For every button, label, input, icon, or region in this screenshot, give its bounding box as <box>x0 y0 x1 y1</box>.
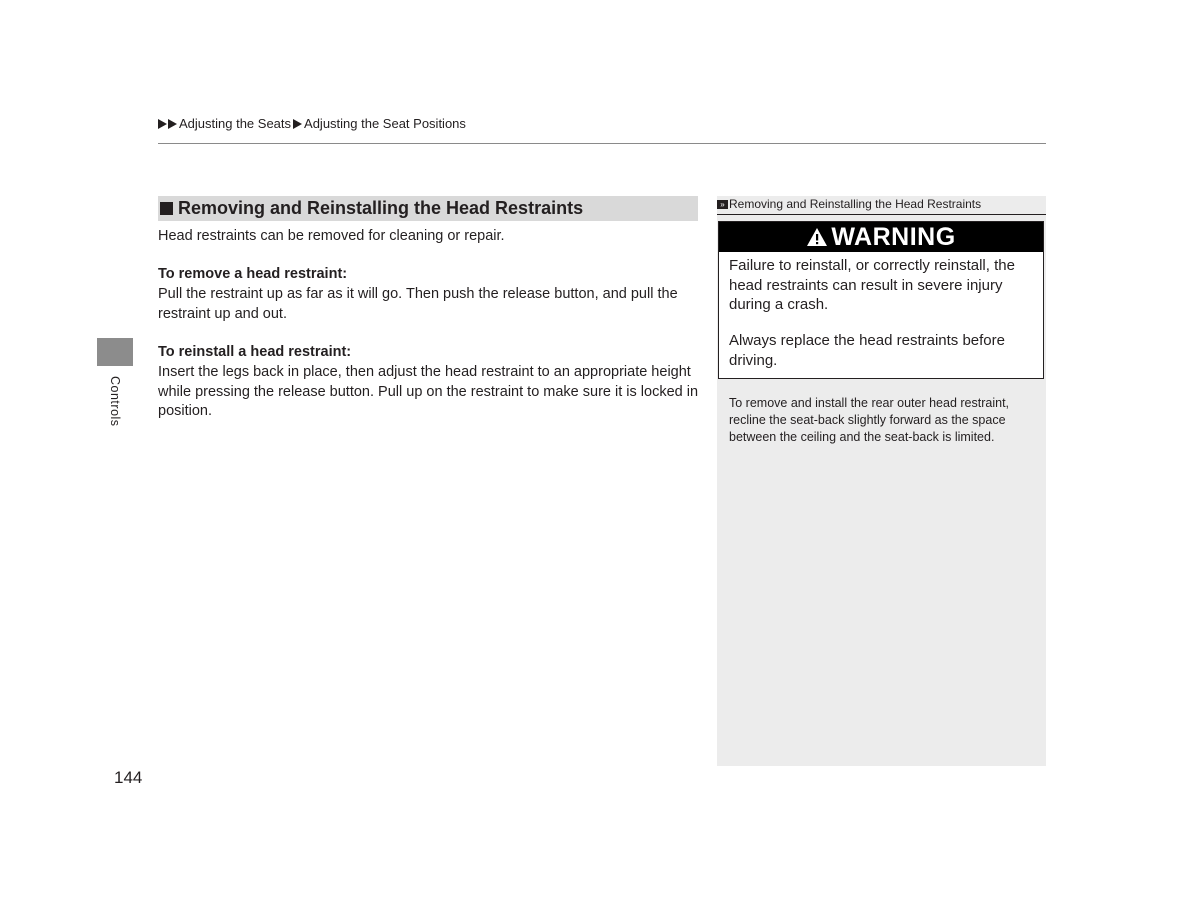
side-panel-title <box>717 197 1046 211</box>
square-bullet-icon <box>160 202 173 215</box>
breadcrumb-item[interactable]: Adjusting the Seats <box>179 116 292 131</box>
reference-arrow-icon: » <box>717 200 728 209</box>
triangle-right-icon <box>158 119 167 129</box>
side-note: To remove and install the rear outer head restraint, recline the seat-back slightly forward as the space between the ceiling and the seat-back is limited. <box>729 396 1010 444</box>
warning-text: Failure to reinstall, or correctly reinstall, the head restraints can result in severe injury during a crash. <box>729 257 1015 313</box>
breadcrumb <box>158 116 466 131</box>
warning-box <box>718 221 1044 379</box>
section-heading <box>158 196 698 221</box>
reinstall-instructions: Insert the legs back in place, then adjust the head restraint to an appropriate height while pressing the release button. Pull up on the restraint to make sure it is locked in position. <box>158 364 699 419</box>
triangle-right-icon <box>168 119 177 129</box>
triangle-right-icon <box>293 119 302 129</box>
chapter-tab <box>97 338 133 366</box>
intro-text: Head restraints can be removed for cleaning or repair. <box>158 228 505 244</box>
remove-subheading: To remove a head restraint: <box>158 266 348 282</box>
remove-instructions: Pull the restraint up as far as it will go. Then push the release button, and pull the restraint up and out. <box>158 286 678 322</box>
section-heading-text: Removing and Reinstalling the Head Restraints <box>178 198 584 218</box>
page-number: 144 <box>114 768 143 787</box>
warning-label: WARNING <box>831 222 956 251</box>
breadcrumb-item[interactable]: Adjusting the Seat Positions <box>304 116 466 131</box>
side-panel-divider <box>717 214 1046 215</box>
header-divider <box>158 143 1046 144</box>
warning-header <box>719 222 1043 252</box>
side-panel-title-text: Removing and Reinstalling the Head Restraints <box>729 197 982 211</box>
warning-triangle-icon <box>806 227 828 247</box>
chapter-tab-label: Controls <box>108 376 122 427</box>
warning-text: Always replace the head restraints before driving. <box>729 332 1005 369</box>
reinstall-subheading: To reinstall a head restraint: <box>158 344 352 360</box>
